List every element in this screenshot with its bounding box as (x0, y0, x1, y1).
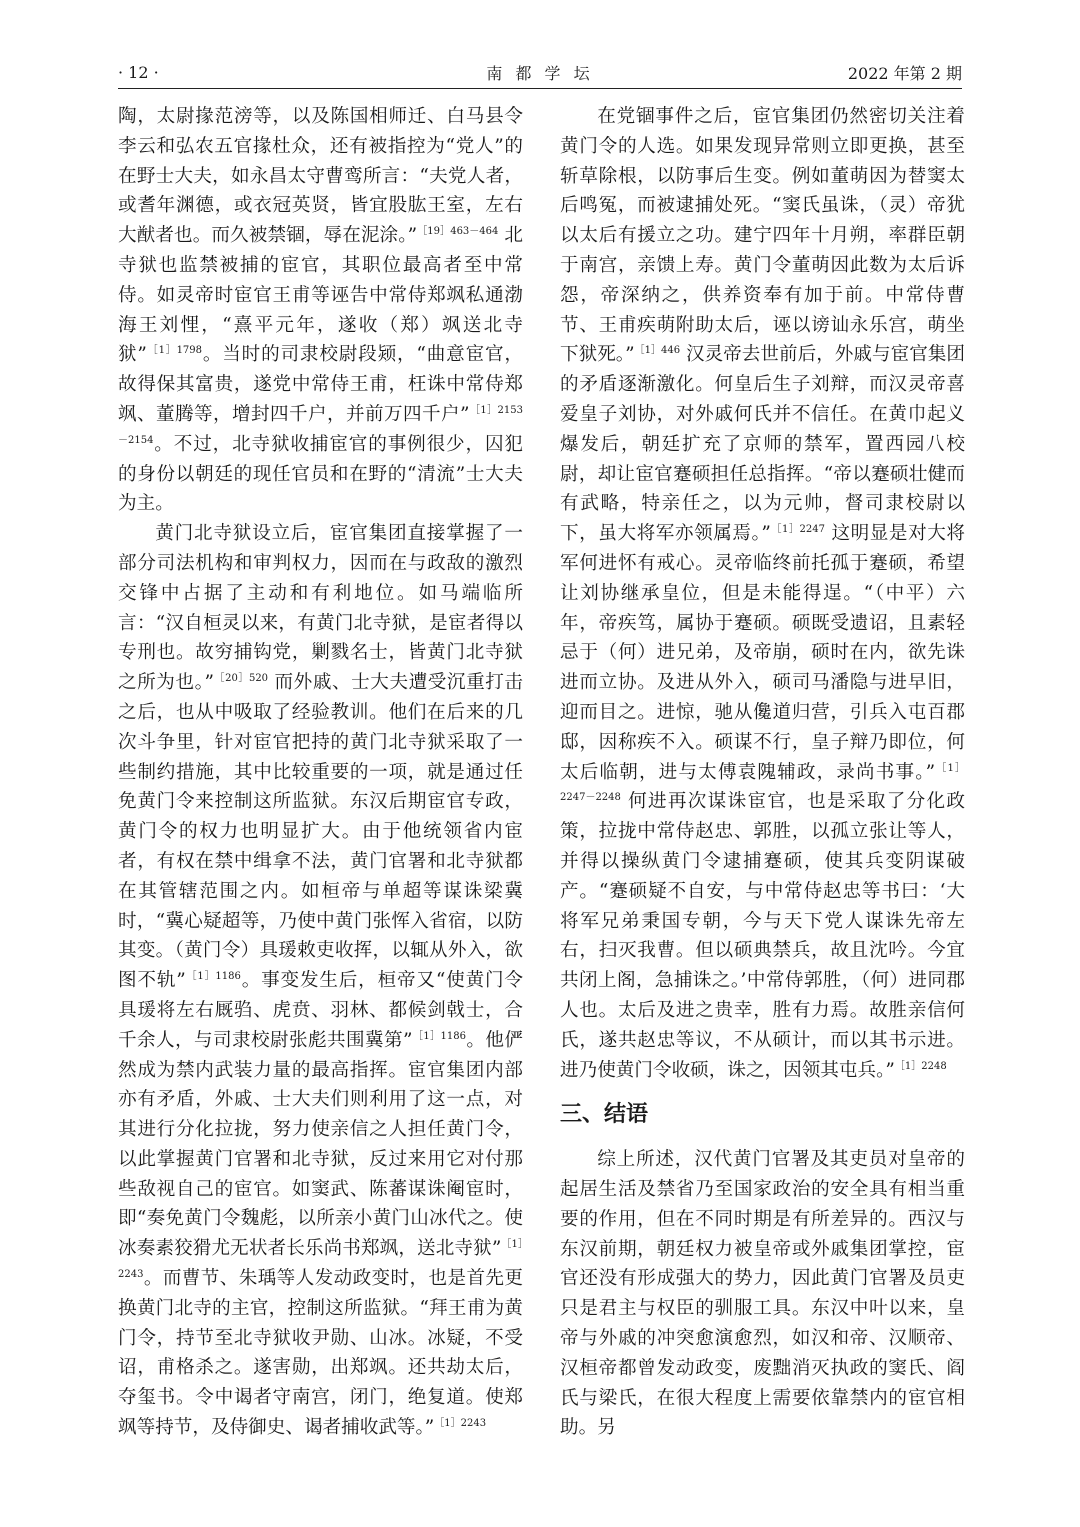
text-run: 陶，太尉掾范滂等，以及陈国相师迁、白马县令李云和弘农五官掾杜众，还有被指控为“党人”的在野士大夫，如永昌太守曹鸾所言：“夫党人者，或耆年渊德，或衣冠英贤，皆宜股肱王室，左右大猷者也。而久被禁锢，辱在泥涂。” (118, 106, 523, 247)
citation: ［1］446 (634, 345, 681, 357)
text-run: 汉灵帝去世前后，外戚与宦官集团的矛盾逐渐激化。何皇后生子刘辩，而汉灵帝喜爱皇子刘协，对外戚何氏并不信任。在黄巾起义爆发后，朝廷扩充了京师的禁军，置西园八校尉，却让宦官蹇硕担任总指挥。“帝以蹇硕壮健而有武略，特亲任之，以为元帅，督司隶校尉以下，虽大将军亦领属焉。” (560, 344, 965, 545)
citation: ［1］1186 (185, 971, 241, 983)
text-run: 而外戚、士大夫遭受沉重打击之后，也从中吸取了经验教训。他们在后来的几次斗争里，针对宦官把持的黄门北寺狱采取了一些制约措施，其中比较重要的一项，就是通过任免黄门令来控制这所监狱。东汉后期宦官专政，黄门令的权力也明显扩大。由于他统领省内宦者，有权在禁中缉拿不法，黄门官署和北寺狱都在其管辖范围之内。如桓帝与单超等谋诛梁冀时，“冀心疑超等，乃使中黄门张恽入省宿，以防其变。（黄门令）具瑗敕吏收挥，以辄从外入，欲图不轨” (118, 672, 523, 992)
text-run: 。不过，北寺狱收捕宦官的事例很少，囚犯的身份以朝廷的现任官员和在野的“清流”士大夫为主。 (118, 433, 523, 515)
citation: ［1］2243 (434, 1418, 487, 1430)
section-title: 三、结语 (560, 1102, 649, 1128)
text-run: 黄门北寺狱设立后，宦官集团直接掌握了一部分司法机构和审判权力，因而在与政敌的激烈交锋中占据了主动和有利地位。如马端临所言：“汉自桓灵以来，有黄门北寺狱，是宦者得以专刑也。故穷捕钩党，剿戮名士，皆黄门北寺狱之所为也。” (118, 523, 523, 694)
paragraph (118, 519, 523, 1443)
citation: ［1］2153－2154 (118, 404, 523, 446)
citation: ［20］520 (213, 673, 269, 685)
paragraph (118, 102, 523, 519)
text-run: 。事变发生后，桓帝又“使黄门令具瑗将左右厩驺、虎贲、羽林、都候剑戟士，合千余人，与司隶校尉张彪共围冀第” (118, 970, 524, 1051)
page-header (118, 56, 962, 89)
citation: ［1］2243 (118, 1239, 523, 1281)
issue-label: 2022 年第 2 期 (847, 63, 962, 83)
text-run: 北寺狱也监禁被捕的宦官，其职位最高者至中常侍。如灵帝时宦官王甫等诬告中常侍郑飒私通渤海王刘悝，“熹平元年，遂收（郑）飒送北寺狱” (118, 225, 523, 366)
page-number: · 12 · (118, 62, 159, 82)
text-run: 。当时的司隶校尉段颎，“曲意宦官，故得保其富贵，遂党中常侍王甫，枉诛中常侍郑飒、董腾等，增封四千户，并前万四千户” (118, 344, 523, 425)
left-column (118, 102, 523, 1443)
text-run: 何进再次谋诛宦官，也是采取了分化政策，拉拢中常侍赵忠、郭胜，以孤立张让等人，并得以操纵黄门令逮捕蹇硕，使其兵变阴谋破产。“蹇硕疑不自安，与中常侍赵忠等书曰：‘大将军兄弟秉国专朝，今与天下党人谋诛先帝左右，扫灭我曹。但以硕典禁兵，故且沈吟。今宜共闭上阁，急捕诛之。’中常侍郭胜，（何）进同郡人也。太后及进之贵幸，胜有力焉。故胜亲信何氏，遂共赵忠等议，不从硕计，而以其书示进。进乃使黄门令收硕，诛之，因领其屯兵。” (560, 791, 965, 1081)
paragraph: 综上所述，汉代黄门官署及其吏员对皇帝的起居生活及禁省乃至国家政治的安全具有相当重要的作用，但在不同时期是有所差异的。西汉与东汉前期，朝廷权力被皇帝或外戚集团掌控，宦官还没有形成强大的势力，因此黄门官署及员吏只是君主与权臣的驯服工具。东汉中叶以来，皇帝与外戚的冲突愈演愈烈，如汉和帝、汉顺帝、汉桓帝都曾发动政变，废黜消灭执政的窦氏、阎氏与梁氏，在很大程度上需要依靠禁内的宦官相助。另 (560, 1149, 965, 1439)
citation: ［19］463－464 (417, 226, 499, 238)
citation: ［1］2248 (894, 1060, 947, 1072)
text-run: 这明显是对大将军何进怀有戒心。灵帝临终前托孤于蹇硕，希望让刘协继承皇位，但是未能得逞。“（中平）六年，帝疾笃，属协于蹇硕。硕既受遗诏，且素轻忌于（何）进兄弟，及帝崩，硕时在内，欲先诛进而立协。及进从外入，硕司马潘隐与进早旧，迎而目之。进惊，驰从儳道归营，引兵入屯百郡邸，因称疾不入。硕谋不行，皇子辩乃即位，何太后临朝，进与太傅袁隗辅政，录尚书事。” (560, 523, 965, 783)
citation: ［1］1798 (146, 345, 203, 357)
citation: ［1］2247－2248 (560, 762, 965, 804)
citation: ［1］2247 (770, 524, 825, 536)
journal-title: 南 都 学 坛 (486, 63, 594, 83)
text-run: 。而曹节、朱瑀等人发动政变时，也是首先更换黄门北寺的主官，控制这所监狱。“拜王甫为黄门令，持节至北寺狱收尹勋、山冰。冰疑，不受诏，甫格杀之。遂害勋，出郑飒。还共劫太后，夺玺书。令中谒者守南宫，闭门，绝复道。使郑飒等持节，及侍御史、谒者捕收武等。” (118, 1268, 523, 1439)
right-column (560, 102, 965, 1443)
citation: ［1］1186 (412, 1030, 466, 1042)
paragraph (560, 102, 965, 1085)
text-run: 。他俨然成为禁内武装力量的最高指挥。宦官集团内部亦有矛盾，外戚、士大夫们则利用了这一点，对其进行分化拉拢，努力使亲信之人担任黄门令，以此掌握黄门官署和北寺狱，反过来用它对付那些敌视自己的宦官。如窦武、陈蕃谋诛阉宦时，即“奏免黄门令魏彪，以所亲小黄门山冰代之。使冰奏素狡猾尤无状者长乐尚书郑飒，送北寺狱” (118, 1029, 523, 1260)
text-run: 在党锢事件之后，宦官集团仍然密切关注着黄门令的人选。如果发现异常则立即更换，甚至斩草除根，以防事后生变。例如董萌因为替窦太后鸣冤，而被逮捕处死。“窦氏虽诛，（灵）帝犹以太后有援立之功。建宁四年十月朔，率群臣朝于南宫，亲馈上寿。黄门令董萌因此数为太后诉怨，帝深纳之，供养资奉有加于前。中常侍曹节、王甫疾萌附助太后，诬以谤讪永乐宫，萌坐下狱死。” (560, 106, 965, 366)
